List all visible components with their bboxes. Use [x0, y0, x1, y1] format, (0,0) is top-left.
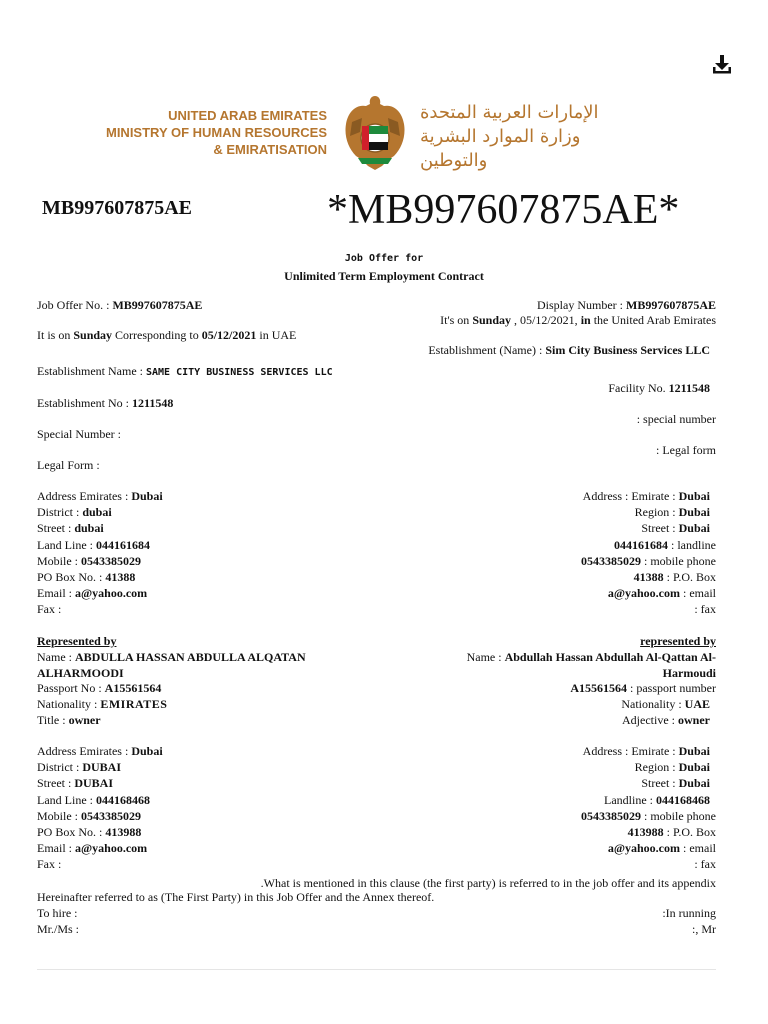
- address-row: [37, 760, 121, 774]
- uae-emblem-logo: [338, 92, 412, 172]
- address-row: [635, 760, 710, 774]
- date-line-left: [37, 328, 296, 342]
- rep-name-left-label: Name :: [37, 650, 75, 664]
- address-row: [583, 744, 710, 758]
- address-row-label: : fax: [694, 857, 716, 872]
- header-line-1: UNITED ARAB EMIRATES: [168, 108, 327, 123]
- page-divider: [37, 969, 716, 970]
- date-line-right: [440, 313, 716, 327]
- address-row-value: Dubai: [678, 760, 710, 775]
- address-row-value: 0543385029: [81, 553, 141, 568]
- rep-name-left: [37, 650, 306, 664]
- title-right-value: owner: [678, 713, 710, 727]
- header-ar-line-1: الإمارات العربية المتحدة: [420, 102, 599, 123]
- address-row-label: Address : Emirate :: [582, 744, 679, 758]
- establishment-name-right: [428, 343, 710, 357]
- address-row-value: 41388: [633, 570, 664, 584]
- est-no-value: 1211548: [132, 396, 174, 410]
- mr-ms-right: :, Mr: [692, 922, 716, 936]
- address-row: [635, 505, 710, 519]
- address-row-value: a@yahoo.com: [75, 586, 148, 601]
- rep-name-right-label: Name :: [466, 650, 505, 664]
- address-row: [581, 809, 716, 823]
- to-hire-left: To hire :: [37, 906, 78, 920]
- title-right: [622, 713, 710, 727]
- address-row-value: Dubai: [131, 744, 163, 758]
- passport-left: [37, 681, 161, 695]
- address-row: [694, 857, 716, 871]
- address-row: [37, 570, 135, 584]
- address-row: [614, 538, 716, 552]
- header-ar-line-3: والتوطين: [420, 150, 488, 171]
- address-row-value: 044168468: [95, 792, 150, 807]
- address-row-label: : P.O. Box: [663, 570, 716, 584]
- address-row: [37, 793, 150, 807]
- address-row-value: a@yahoo.com: [75, 841, 148, 856]
- address-row: [641, 521, 710, 535]
- date-left-pre: It is on: [37, 328, 74, 342]
- address-row-value: Dubai: [678, 744, 710, 758]
- display-number-label: Display Number :: [537, 298, 626, 312]
- address-row-label: Street :: [641, 776, 679, 791]
- passport-right-label: : passport number: [627, 681, 716, 695]
- address-row-label: Landline :: [604, 792, 656, 807]
- ministry-name-english: [60, 107, 327, 158]
- address-row-label: Street :: [37, 521, 75, 536]
- est-no-label: Establishment No :: [37, 396, 132, 410]
- rep-name-right-value-1: Abdullah Hassan Abdullah Al-Qattan Al-: [504, 650, 716, 664]
- nationality-right-value: UAE: [684, 697, 710, 711]
- address-row: [37, 776, 113, 790]
- passport-left-label: Passport No :: [37, 681, 105, 695]
- address-row-value: 044161684: [95, 537, 150, 552]
- date-right-pre: It's on: [440, 313, 473, 327]
- address-row: [583, 489, 710, 503]
- address-row: [608, 841, 716, 855]
- date-left-post: in UAE: [256, 328, 297, 342]
- address-row-value: DUBAI: [74, 776, 113, 791]
- address-row: [37, 538, 150, 552]
- nationality-right: [621, 697, 710, 711]
- special-number-left: Special Number :: [37, 427, 121, 441]
- address-row: [37, 586, 147, 600]
- to-hire-right: :In running: [662, 906, 716, 920]
- display-number-value: MB997607875AE: [626, 298, 716, 312]
- address-row: [37, 825, 141, 839]
- address-row-value: Dubai: [678, 521, 710, 536]
- facility-label: Facility No.: [608, 381, 669, 395]
- address-row-label: Address Emirates :: [37, 489, 132, 503]
- address-row: [581, 554, 716, 568]
- title-left: [37, 713, 101, 727]
- address-row-label: PO Box No. :: [37, 570, 106, 584]
- address-row-label: Mobile :: [37, 808, 81, 823]
- nationality-right-label: Nationality :: [621, 697, 685, 711]
- address-row: [608, 586, 716, 600]
- address-row-label: PO Box No. :: [37, 825, 106, 839]
- address-row: [628, 825, 716, 839]
- address-row-value: 413988: [105, 825, 142, 839]
- title-left-value: owner: [68, 713, 101, 727]
- clause-line-2: Hereinafter referred to as (The First Party) in this Job Offer and the Annex thereof.: [37, 890, 435, 904]
- address-row: [37, 809, 141, 823]
- facility-no: [608, 381, 710, 395]
- address-row-label: Fax :: [37, 602, 62, 617]
- date-right-mid: , 05/12/2021,: [511, 313, 581, 327]
- nationality-left-label: Nationality :: [37, 697, 101, 711]
- header-ar-line-2: وزارة الموارد البشرية: [420, 126, 581, 147]
- legal-form-right: : Legal form: [656, 443, 716, 457]
- header-line-2: MINISTRY OF HUMAN RESOURCES: [105, 125, 327, 140]
- address-row-label: Email :: [37, 586, 75, 601]
- address-row-label: : email: [680, 586, 716, 601]
- special-number-right: : special number: [636, 412, 716, 426]
- reference-number: MB997607875AE: [42, 197, 192, 219]
- display-number: [537, 298, 716, 312]
- clause-line-1: .What is mentioned in this clause (the first party) is referred to in the job offer and its appendix: [260, 876, 716, 890]
- address-row: [604, 793, 710, 807]
- est-name-left-label: Establishment Name :: [37, 364, 146, 378]
- address-row: [694, 602, 716, 616]
- represented-by-left: Represented by: [37, 634, 117, 648]
- address-row-value: DUBAI: [82, 760, 121, 775]
- address-row-value: Dubai: [678, 776, 710, 791]
- address-row-value: 0543385029: [581, 553, 641, 568]
- address-row-value: 044161684: [614, 537, 668, 552]
- date-left-day: Sunday: [73, 328, 113, 342]
- address-row: [37, 554, 141, 568]
- address-row-label: Fax :: [37, 857, 62, 872]
- address-row: [634, 570, 716, 584]
- address-row-label: District :: [37, 505, 83, 520]
- address-row: [37, 602, 61, 616]
- address-row: [37, 857, 61, 871]
- job-offer-no: [37, 298, 202, 312]
- header-line-3: & EMIRATISATION: [213, 142, 327, 157]
- est-name-right-value: Sim City Business Services LLC: [545, 343, 710, 357]
- address-row-label: Address Emirates :: [37, 744, 132, 758]
- address-row-label: : landline: [668, 537, 716, 552]
- rep-name-left-line2: ALHARMOODI: [37, 666, 124, 680]
- nationality-left-value: EMIRATES: [100, 697, 168, 711]
- download-icon[interactable]: [711, 53, 733, 75]
- address-row-value: a@yahoo.com: [607, 841, 680, 856]
- passport-left-value: A15561564: [104, 681, 162, 695]
- address-row-value: 41388: [105, 570, 136, 584]
- address-row-label: Region :: [634, 505, 679, 520]
- date-right-in: in: [580, 313, 591, 327]
- date-left-mid: Corresponding to: [112, 328, 202, 342]
- address-row-value: Dubai: [131, 489, 163, 503]
- ministry-name-arabic: [420, 101, 660, 173]
- address-row-value: 0543385029: [81, 808, 141, 823]
- address-row-label: : email: [680, 841, 716, 856]
- address-row-label: Mobile :: [37, 553, 81, 568]
- address-row-label: Land Line :: [37, 792, 96, 807]
- est-name-right-label: Establishment (Name) :: [428, 343, 546, 357]
- facility-value: 1211548: [668, 381, 710, 395]
- address-row-value: 044168468: [656, 792, 710, 807]
- passport-right-value: A15561564: [570, 681, 627, 695]
- nationality-left: [37, 697, 167, 711]
- address-row-label: District :: [37, 760, 83, 775]
- address-row-value: a@yahoo.com: [607, 586, 680, 601]
- address-row: [37, 841, 147, 855]
- job-offer-no-label: Job Offer No. :: [37, 298, 113, 312]
- address-row-value: 0543385029: [581, 808, 641, 823]
- address-row-label: Email :: [37, 841, 75, 856]
- address-row: [37, 489, 163, 503]
- address-row-label: Street :: [37, 776, 75, 791]
- represented-by-right: represented by: [640, 634, 716, 648]
- address-row-value: Dubai: [678, 489, 710, 503]
- address-row-label: Street :: [641, 521, 679, 536]
- address-row-label: Region :: [634, 760, 679, 775]
- address-row-value: Dubai: [678, 505, 710, 520]
- mr-ms-left: Mr./Ms :: [37, 922, 80, 936]
- address-row-value: dubai: [74, 521, 104, 536]
- title-right-label: Adjective :: [622, 713, 678, 727]
- address-row: [37, 505, 112, 519]
- address-row: [37, 521, 104, 535]
- address-row-label: : fax: [694, 602, 716, 617]
- doc-title-line-1: Job Offer for: [344, 253, 424, 264]
- barcode-reference: *MB997607875AE*: [327, 187, 680, 233]
- rep-name-left-value-1: ABDULLA HASSAN ABDULLA ALQATAN: [75, 650, 306, 664]
- title-left-label: Title :: [37, 713, 69, 727]
- job-offer-no-value: MB997607875AE: [112, 298, 203, 312]
- legal-form-left: Legal Form :: [37, 458, 100, 472]
- date-right-post: the United Arab Emirates: [590, 313, 716, 327]
- passport-right: [570, 681, 716, 695]
- address-row-value: 413988: [627, 825, 664, 839]
- est-name-left-value: SAME CITY BUSINESS SERVICES LLC: [145, 367, 333, 378]
- establishment-no: [37, 396, 173, 410]
- address-row-label: : P.O. Box: [663, 825, 716, 839]
- date-right-day: Sunday: [472, 313, 512, 327]
- establishment-name-left: [37, 364, 333, 380]
- address-row: [37, 744, 163, 758]
- address-row-label: Address : Emirate :: [582, 489, 679, 503]
- date-left-date: 05/12/2021: [201, 328, 257, 342]
- rep-name-right: [467, 650, 716, 664]
- rep-name-right-line2: Harmoudi: [662, 666, 716, 680]
- address-row-label: : mobile phone: [641, 808, 716, 823]
- address-row: [641, 776, 710, 790]
- address-row-label: Land Line :: [37, 537, 96, 552]
- doc-title-line-2: Unlimited Term Employment Contract: [284, 269, 484, 283]
- address-row-label: : mobile phone: [641, 553, 716, 568]
- address-row-value: dubai: [82, 505, 112, 520]
